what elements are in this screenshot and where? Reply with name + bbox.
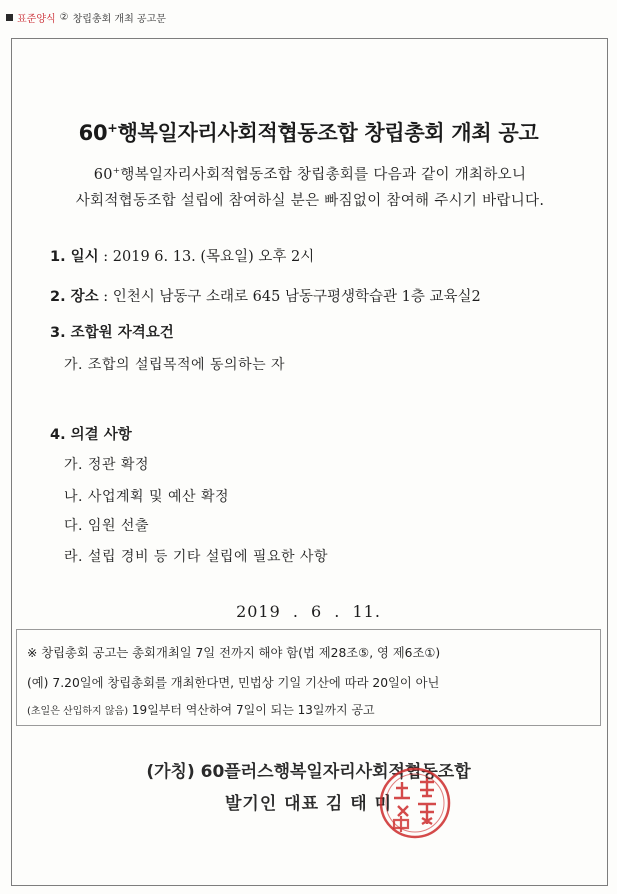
form-tag: 표준양식 [17,14,56,25]
notice-box [16,629,601,726]
item-datetime-value: : 2019 6. 13. (목요일) 오후 2시 [98,249,315,265]
item-resolutions [50,423,132,444]
resolution-sub-1: 가. 정관 확정 [64,457,149,473]
intro-paragraph [40,162,580,214]
official-seal-icon [378,766,452,840]
notice-line-2: (예) 7.20일에 창립총회를 개최한다면, 민법상 기일 기산에 따라 20일이 아닌 [27,676,440,690]
item-resolutions-label: 4. 의결 사항 [50,427,132,443]
item-location [50,285,481,306]
notice-line-3 [27,701,375,718]
form-header [6,10,166,25]
notice-line-3-text: 19일부터 역산하여 7일이 되는 13일까지 공고 [128,703,375,717]
intro-line1-text: 행복일자리사회적협동조합 창립총회를 다음과 같이 개최하오니 [120,167,527,183]
form-number: ② [59,12,69,23]
square-bullet-icon [6,14,13,21]
title-text: 행복일자리사회적협동조합 창립총회 개최 공고 [117,121,539,145]
title-sup: + [107,120,118,135]
qualification-sub-1: 가. 조합의 설립목적에 동의하는 자 [64,357,286,373]
form-label: 창립총회 개최 공고문 [72,14,166,25]
item-datetime [50,245,314,266]
resolution-sub-2: 나. 사업계획 및 예산 확정 [64,489,229,505]
intro-line-2: 사회적협동조합 설립에 참여하실 분은 빠짐없이 참여해 주시기 바랍니다. [75,193,545,209]
organization-name: (가칭) 60플러스행복일자리사회적협동조합 [146,762,471,782]
item-datetime-label: 1. 일시 [50,249,99,265]
resolution-sub-4: 라. 설립 경비 등 기타 설립에 필요한 사항 [64,549,328,565]
intro-sup: + [112,166,121,177]
item-qualification-label: 3. 조합원 자격요건 [50,325,174,341]
announcement-date: 2019 . 6 . 11. [236,602,381,621]
title-prefix: 60 [78,121,108,145]
item-location-value: : 인천시 남동구 소래로 645 남동구평생학습관 1층 교육실2 [98,289,481,305]
item-location-label: 2. 장소 [50,289,99,305]
signer-line: 발기인 대표 김 태 미 [224,794,393,814]
intro-prefix: 60 [93,167,113,183]
document-title [0,117,617,147]
resolution-sub-3: 다. 임원 선출 [64,518,149,534]
notice-line-1: ※ 창립총회 공고는 총회개최일 7일 전까지 해야 함(법 제28조⑤, 영 제6조①) [27,646,441,660]
item-qualification [50,321,174,342]
notice-line-3-note: (초일은 산입하지 않음) [27,706,129,717]
intro-line-1 [40,162,580,188]
